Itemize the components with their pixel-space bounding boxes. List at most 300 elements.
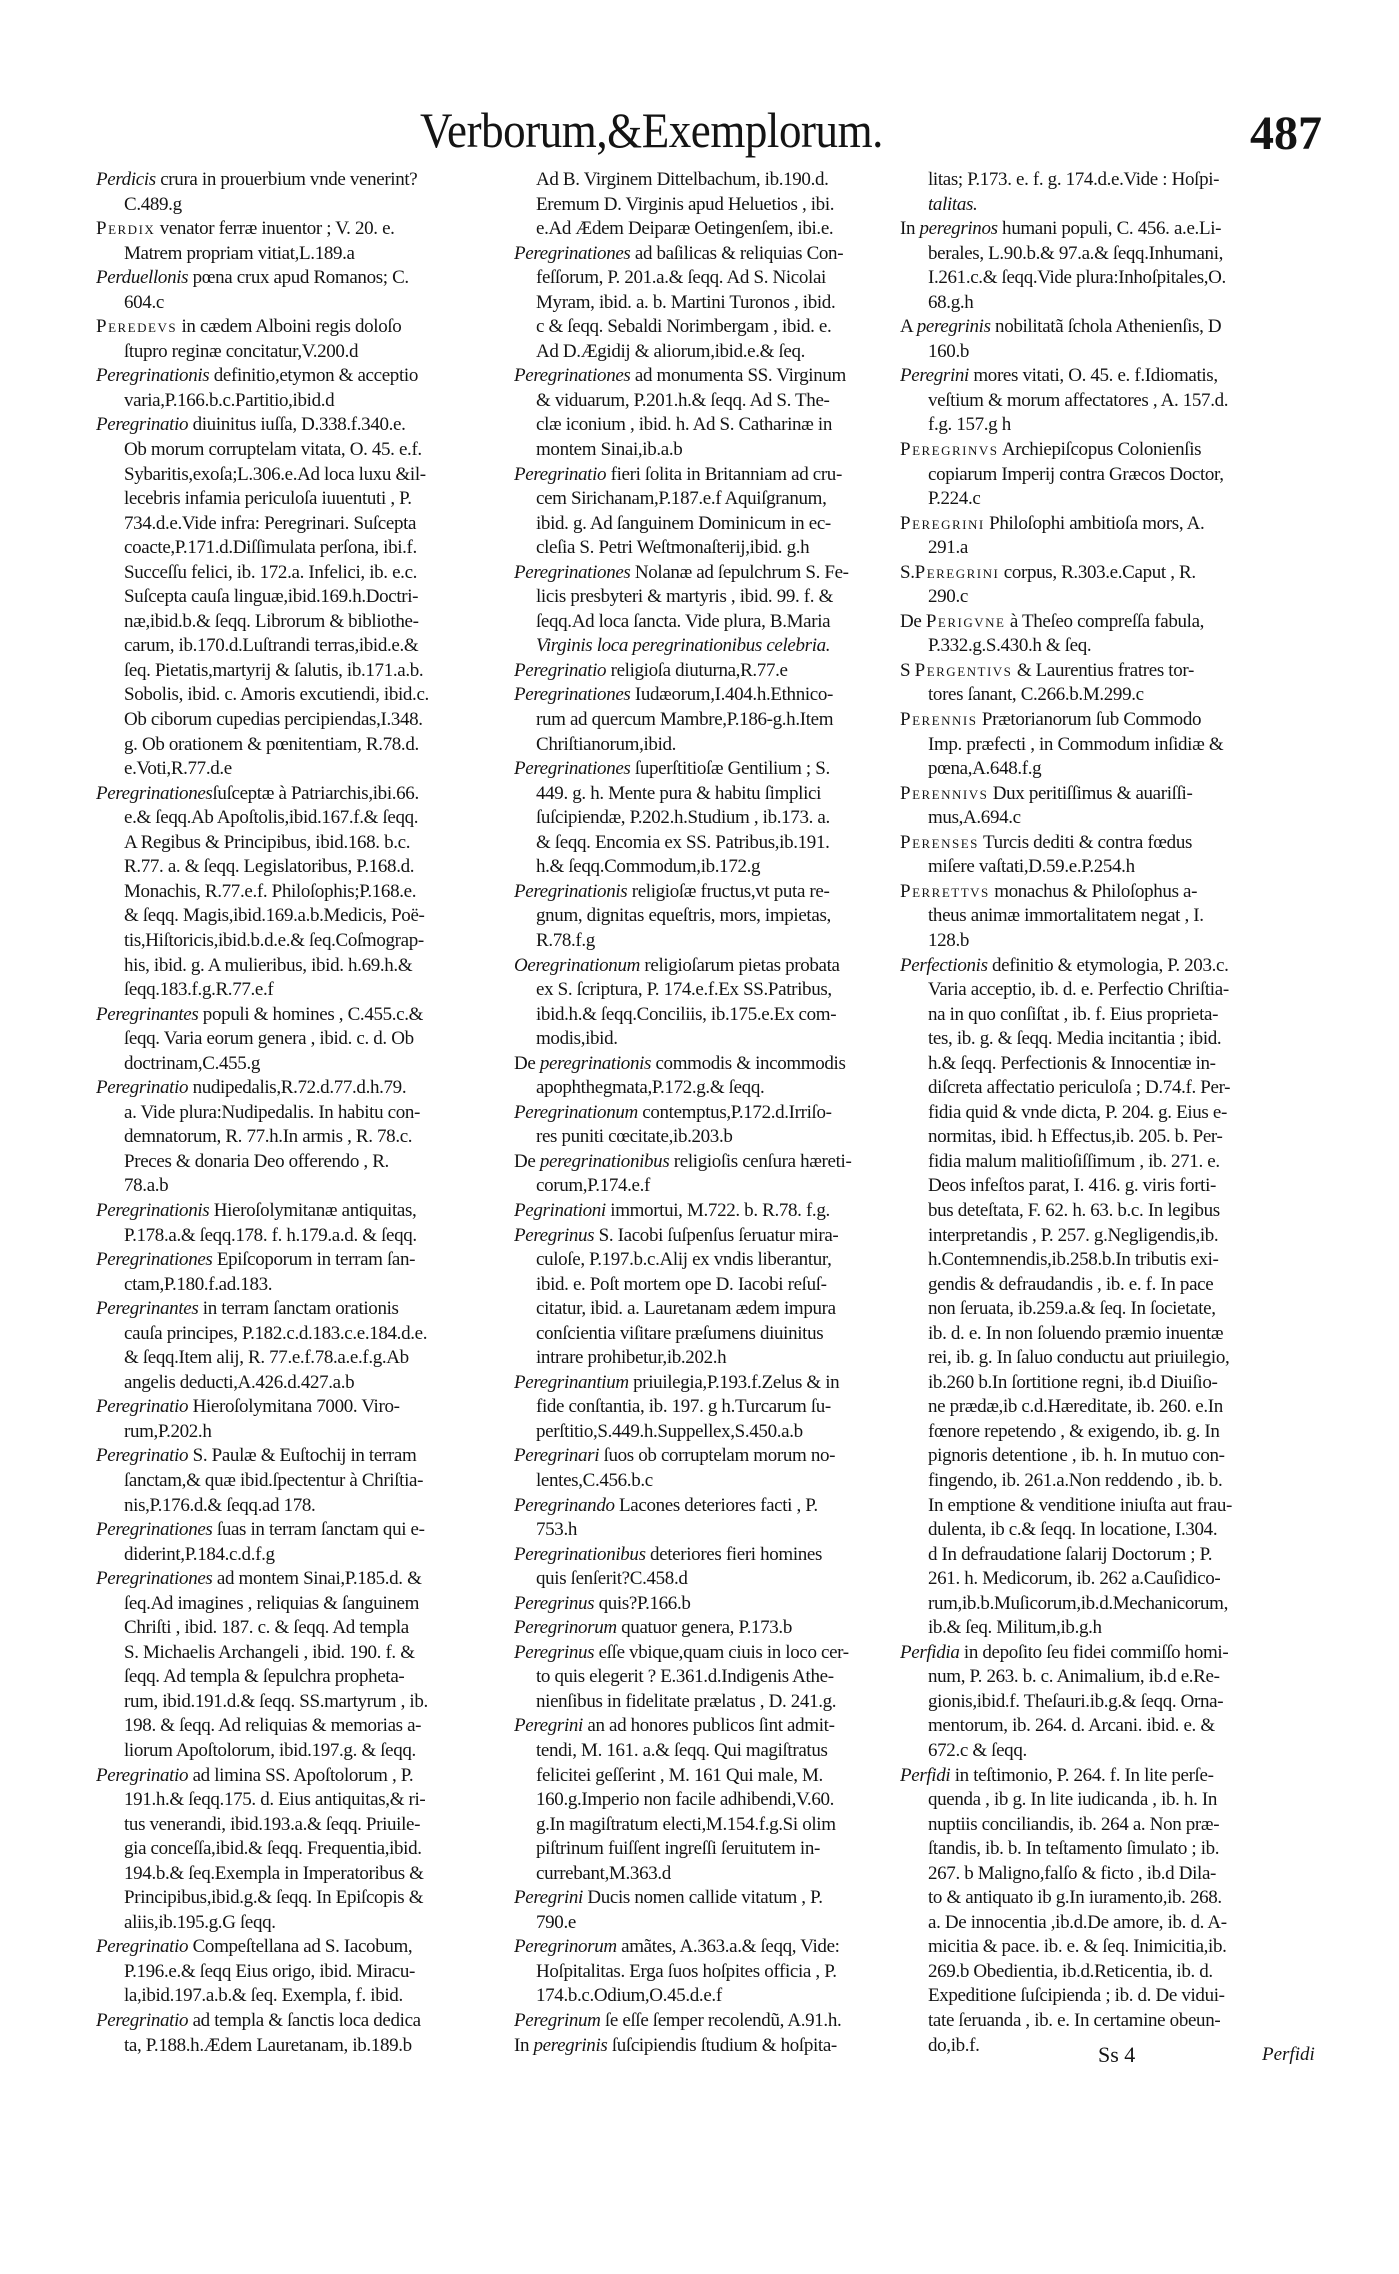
index-line-continuation <box>900 1714 1336 1739</box>
index-entry-line <box>514 1199 924 1224</box>
entry-text: S. Paulæ & Euſtochij in terram <box>188 1445 417 1467</box>
index-line-continuation <box>900 1935 1336 1960</box>
entry-text: nobilitatã ſchola Athenienſis, D <box>990 316 1222 338</box>
entry-text: perſtitio,S.449.h.Suppellex,S.450.a.b <box>536 1420 803 1442</box>
entry-text: ib.260 b.In ſortitione regni, ib.d Diuiſio- <box>928 1371 1218 1393</box>
index-line-continuation <box>96 1273 524 1298</box>
entry-text: rum ad quercum Mambre,P.186-g.h.Item <box>536 709 834 731</box>
index-line-continuation <box>96 610 524 635</box>
index-entry-line <box>514 880 924 905</box>
entry-text: rum,ib.b.Muſicorum,ib.d.Mechanicorum, <box>928 1592 1228 1614</box>
entry-text: Epiſcoporum in terram ſan- <box>212 1249 416 1271</box>
index-line-continuation <box>514 291 924 316</box>
index-entry-line <box>96 1444 524 1469</box>
index-entry-line <box>900 659 1336 684</box>
entry-headword: Perdicis <box>96 169 156 190</box>
entry-proper-name: Peredevs <box>96 316 178 338</box>
entry-headword: Peregrinatio <box>96 1396 189 1418</box>
index-line-continuation <box>514 1346 924 1371</box>
entry-text: immortui, M.722. b. R.78. f.g. <box>605 1199 830 1221</box>
index-line-continuation <box>514 1322 924 1347</box>
index-entry-line <box>96 1567 524 1592</box>
entry-text: corpus, R.303.e.Caput , R. <box>999 561 1196 583</box>
entry-text: ex S. ſcriptura, P. 174.e.f.Ex SS.Patribus, <box>536 979 832 1001</box>
index-line-continuation <box>96 757 524 782</box>
entry-text: 753.h <box>536 1519 578 1541</box>
entry-text: h.& ſeqq.Commodum,ib.172.g <box>536 856 761 878</box>
entry-text: h.& ſeqq. Perfectionis & Innocentiæ in- <box>928 1052 1216 1074</box>
entry-text: & ſeqq. Encomia ex SS. Patribus,ib.191. <box>536 831 830 853</box>
index-line-continuation <box>900 757 1336 782</box>
entry-headword: Peregrinatio <box>96 1445 189 1467</box>
index-entry-line <box>514 1641 924 1666</box>
entry-text: religioſæ fructus,vt puta re- <box>627 880 830 902</box>
entry-text: Eremum D. Virginis apud Heluetios , ibi. <box>536 193 835 215</box>
entry-text: Archiepiſcopus Colonienſis <box>998 439 1202 461</box>
index-line-continuation <box>514 1248 924 1273</box>
entry-text: 194.b.& ſeq.Exempla in Imperatoribus & <box>124 1862 424 1884</box>
entry-text: Expeditione ſuſcipienda ; ib. d. De vidui- <box>928 1985 1225 2007</box>
index-line-continuation <box>900 193 1336 218</box>
entry-text: religioſa diuturna,R.77.e <box>606 659 788 681</box>
entry-text: pœna crux apud Romanos; C. <box>188 267 409 289</box>
entry-text: 449. g. h. Mente pura & habitu ſimplici <box>536 782 822 804</box>
index-entry-line <box>514 1714 924 1739</box>
index-line-continuation <box>96 634 524 659</box>
index-column-2 <box>514 168 924 2058</box>
entry-text: Myram, ibid. a. b. Martini Turonos , ibid. <box>536 291 836 313</box>
entry-text: an ad honores publicos ſint admit- <box>582 1715 835 1737</box>
entry-proper-name: Perrettvs <box>900 880 990 902</box>
index-entry-line <box>900 880 1336 905</box>
index-line-continuation <box>900 1813 1336 1838</box>
entry-headword: peregrinos <box>919 218 998 240</box>
entry-text: carum, ib.170.d.Luſtrandi terras,ibid.e.& <box>124 635 419 657</box>
entry-text: ſuas in terram ſanctam qui e- <box>212 1519 425 1541</box>
index-entry-line <box>514 242 924 267</box>
entry-text: P.224.c <box>928 488 981 510</box>
index-line-continuation <box>96 1813 524 1838</box>
index-line-continuation <box>514 1174 924 1199</box>
entry-headword: Peregrinationis <box>96 1199 210 1221</box>
entry-headword: Perfidia <box>900 1641 960 1663</box>
index-entry-line <box>514 1616 924 1641</box>
index-line-continuation <box>900 1494 1336 1519</box>
entry-text: apophthegmata,P.172.g.& ſeqq. <box>536 1077 765 1099</box>
entry-text: in depoſito ſeu fidei commiſſo homi- <box>959 1641 1229 1663</box>
index-line-continuation <box>96 831 524 856</box>
entry-headword: Perduellonis <box>96 267 189 289</box>
index-entry-line <box>900 315 1336 340</box>
index-line-continuation <box>900 1101 1336 1126</box>
entry-text: religioſis cenſura hæreti- <box>669 1150 852 1172</box>
index-line-continuation <box>96 1886 524 1911</box>
index-line-continuation <box>514 1837 924 1862</box>
index-line-continuation <box>96 1665 524 1690</box>
entry-text: e.Ad Ædem Deiparæ Oetingenſem, ibi.e. <box>536 218 834 240</box>
entry-text: ſeqq.Ad loca ſancta. Vide plura, B.Maria <box>536 610 831 632</box>
index-line-continuation <box>96 855 524 880</box>
index-line-continuation <box>900 1346 1336 1371</box>
index-entry-line <box>96 168 524 193</box>
index-line-continuation <box>96 929 524 954</box>
entry-text: culoſe, P.197.b.c.Alij ex vndis liberantur, <box>536 1249 832 1271</box>
entry-text: ad templa & ſanctis loca dedica <box>188 2010 421 2032</box>
entry-text: tores ſanant, C.266.b.M.299.c <box>928 684 1144 706</box>
index-line-continuation <box>96 487 524 512</box>
index-line-continuation <box>900 1322 1336 1347</box>
entry-proper-name: Peregrini <box>914 561 1000 583</box>
entry-text: dulenta, ib c.& ſeqq. In locatione, I.304. <box>928 1519 1218 1541</box>
entry-text: Matrem propriam vitiat,L.189.a <box>124 242 355 264</box>
index-entry-line <box>514 1886 924 1911</box>
entry-headword: Peregrinationes <box>96 1568 213 1590</box>
index-line-continuation <box>900 1003 1336 1028</box>
index-line-continuation <box>96 1714 524 1739</box>
entry-proper-name: Perennis <box>900 709 978 731</box>
entry-text: 734.d.e.Vide infra: Peregrinari. Suſcepta <box>124 512 417 534</box>
index-line-continuation <box>96 1224 524 1249</box>
entry-headword: Peregrinationes <box>514 561 631 583</box>
index-line-continuation <box>96 954 524 979</box>
index-line-continuation <box>96 1322 524 1347</box>
index-entry-line <box>96 364 524 389</box>
index-line-continuation <box>900 1444 1336 1469</box>
index-entry-line <box>900 708 1336 733</box>
index-entry-line <box>514 954 924 979</box>
entry-text: 790.e <box>536 1911 576 1933</box>
entry-text: 198. & ſeqq. Ad reliquias & memorias a- <box>124 1715 422 1737</box>
page-number: 487 <box>1250 107 1322 160</box>
index-line-continuation <box>96 1616 524 1641</box>
index-line-continuation <box>96 242 524 267</box>
entry-text: Sybaritis,exoſa;L.306.e.Ad loca luxu &il- <box>124 463 426 485</box>
entry-text: do,ib.f. <box>928 2034 980 2056</box>
entry-headword: peregrinis <box>533 2034 608 2056</box>
index-line-continuation <box>514 1567 924 1592</box>
entry-text: na in quo conſiſtat , ib. f. Eius proprieta- <box>928 1003 1219 1025</box>
entry-text: ſanctam,& quæ ibid.ſpectentur à Chriſtia- <box>124 1469 424 1491</box>
entry-text: ſeqq.183.f.g.R.77.e.f <box>124 979 274 1001</box>
index-entry-line <box>900 512 1336 537</box>
index-entry-line <box>900 954 1336 979</box>
index-line-continuation <box>900 1592 1336 1617</box>
index-line-continuation <box>900 1199 1336 1224</box>
index-line-continuation <box>96 733 524 758</box>
index-entry-line <box>514 1935 924 1960</box>
index-entry-line <box>96 782 524 807</box>
index-line-continuation <box>900 1248 1336 1273</box>
entry-text: P.332.g.S.430.h & ſeq. <box>928 635 1092 657</box>
index-entry-line <box>96 1764 524 1789</box>
index-line-continuation <box>514 1665 924 1690</box>
entry-text: bus deteſtata, F. 62. h. 63. b.c. In legibus <box>928 1199 1220 1221</box>
entry-text: veſtium & morum affectatores , A. 157.d. <box>928 389 1229 411</box>
entry-text: angelis deducti,A.426.d.427.a.b <box>124 1371 355 1393</box>
index-line-continuation <box>900 855 1336 880</box>
entry-text: 78.a.b <box>124 1175 169 1197</box>
entry-text: Nolanæ ad ſepulchrum S. Fe- <box>630 561 849 583</box>
entry-text: tes, ib. g. & ſeqq. Media incitantia ; ibid. <box>928 1028 1222 1050</box>
index-line-continuation <box>96 1739 524 1764</box>
entry-text: & Laurentius fratres tor- <box>1012 659 1194 681</box>
entry-headword: Peregrinantium <box>514 1371 629 1393</box>
entry-headword: peregrinationis <box>539 1052 652 1074</box>
index-line-continuation <box>96 1592 524 1617</box>
entry-text: diſcreta affectatio periculoſa ; D.74.f. Per- <box>928 1077 1231 1099</box>
index-entry-line <box>514 364 924 389</box>
entry-prefix: A <box>900 316 917 338</box>
entry-headword: Peregrinantes <box>96 1298 199 1320</box>
entry-text: liorum Apoſtolorum, ibid.197.g. & ſeqq. <box>124 1740 416 1761</box>
entry-text: piſtrinum fuiſſent ingreſſi ſeruitutem in- <box>536 1838 820 1860</box>
entry-text: ſe eſſe ſemper recolendũ, A.91.h. <box>600 2010 842 2032</box>
entry-text: 672.c & ſeqq. <box>928 1740 1027 1761</box>
index-entry-line <box>96 1003 524 1028</box>
entry-text: A Regibus & Principibus, ibid.168. b.c. <box>124 831 411 853</box>
index-line-continuation <box>900 1273 1336 1298</box>
entry-text: fide conſtantia, ib. 197. g h.Turcarum ſu- <box>536 1396 831 1418</box>
index-entry-line <box>900 831 1336 856</box>
index-entry-line <box>900 217 1336 242</box>
index-line-continuation <box>514 1297 924 1322</box>
entry-text: Turcis dediti & contra fœdus <box>978 831 1193 853</box>
index-line-continuation <box>900 2009 1336 2034</box>
index-line-continuation <box>900 168 1336 193</box>
entry-prefix: De <box>514 1150 540 1172</box>
entry-headword: Peregrinationum <box>514 1101 638 1123</box>
entry-text: P.178.a.& ſeqq.178. f. h.179.a.d. & ſeqq. <box>124 1224 417 1246</box>
entry-text: e.& ſeqq.Ab Apoſtolis,ibid.167.f.& ſeqq. <box>124 807 419 829</box>
entry-text: Principibus,ibid.g.& ſeqq. In Epiſcopis & <box>124 1887 424 1909</box>
entry-text: 269.b Obedientia, ib.d.Reticentia, ib. d. <box>928 1960 1213 1982</box>
index-line-continuation <box>900 1150 1336 1175</box>
entry-text: 261. h. Medicorum, ib. 262 a.Cauſidico- <box>928 1568 1221 1590</box>
index-entry-line <box>514 2009 924 2034</box>
index-entry-line <box>514 659 924 684</box>
index-line-continuation <box>96 683 524 708</box>
index-column-3 <box>900 168 1336 2058</box>
index-line-continuation <box>900 1027 1336 1052</box>
index-entry-line <box>514 683 924 708</box>
index-line-continuation <box>96 1543 524 1568</box>
index-entry-line <box>514 1224 924 1249</box>
index-column-1 <box>96 168 524 2058</box>
entry-text: 160.b <box>928 340 970 362</box>
index-line-continuation <box>514 610 924 635</box>
entry-headword: Peregrinantes <box>96 1003 199 1025</box>
entry-text: næ,ibid.b.& ſeqq. Librorum & bibliothe- <box>124 610 419 632</box>
entry-headword: Peregrinorum <box>514 1617 617 1639</box>
index-entry-line <box>514 1052 924 1077</box>
entry-text: 291.a <box>928 537 968 559</box>
entry-text: Hieroſolymitanæ antiquitas, <box>209 1199 417 1221</box>
index-line-continuation <box>514 1764 924 1789</box>
index-line-continuation <box>514 1076 924 1101</box>
index-line-continuation <box>900 291 1336 316</box>
index-entry-line <box>900 1764 1336 1789</box>
entry-text: & ſeqq. Magis,ibid.169.a.b.Medicis, Poë- <box>124 905 425 927</box>
entry-text: fœnore repetendo , & exigendo, ib. g. In <box>928 1420 1220 1442</box>
index-line-continuation <box>514 806 924 831</box>
entry-text: nudipedalis,R.72.d.77.d.h.79. <box>188 1077 407 1099</box>
entry-text: à Theſeo compreſſa fabula, <box>1005 610 1205 632</box>
index-line-continuation <box>900 978 1336 1003</box>
entry-text: tis,Hiſtoricis,ibid.b.d.e.& ſeq.Coſmograp- <box>124 929 424 951</box>
index-line-continuation <box>96 904 524 929</box>
index-line-continuation <box>96 1960 524 1985</box>
entry-text: eſſe vbique,quam ciuis in loco cer- <box>594 1641 849 1663</box>
entry-text: & ſeqq.Item alij, R. 77.e.f.78.a.e.f.g.Ab <box>124 1347 409 1369</box>
entry-text: ib. d. e. In non ſoluendo præmio inuentæ <box>928 1322 1224 1344</box>
entry-headword: peregrinis <box>916 316 991 338</box>
entry-text: nuptiis conciliandis, ib. 264 a. Non præ- <box>928 1813 1220 1835</box>
index-line-continuation <box>96 1420 524 1445</box>
entry-text: crura in prouerbium vnde venerint? <box>155 169 418 190</box>
entry-text: corum,P.174.e.f <box>536 1175 651 1197</box>
index-line-continuation <box>96 1125 524 1150</box>
index-line-continuation <box>900 1174 1336 1199</box>
entry-text: fidia malum malitioſiſſimum , ib. 271. e. <box>928 1150 1220 1172</box>
entry-text: ſuperſtitioſæ Gentilium ; S. <box>630 758 830 780</box>
entry-headword: Peregrinationis <box>514 880 628 902</box>
entry-prefix: De <box>514 1052 540 1074</box>
index-line-continuation <box>900 1297 1336 1322</box>
index-line-continuation <box>900 1616 1336 1641</box>
index-line-continuation <box>900 683 1336 708</box>
entry-text: interpretandis , P. 257. g.Negligendis,ib. <box>928 1224 1219 1246</box>
index-line-continuation <box>514 634 924 659</box>
index-entry-line <box>514 1592 924 1617</box>
index-entry-line <box>96 1935 524 1960</box>
entry-text: diuinitus iuſſa, D.338.f.340.e. <box>188 414 406 436</box>
entry-headword: Peregrini <box>514 1715 583 1737</box>
entry-text: Hieroſolymitana 7000. Viro- <box>188 1396 400 1418</box>
index-line-continuation <box>514 1003 924 1028</box>
entry-text: citatur, ibid. a. Lauretanam ædem impura <box>536 1298 836 1320</box>
index-entry-line <box>514 1494 924 1519</box>
entry-text: 191.h.& ſeqq.175. d. Eius antiquitas,& ri- <box>124 1789 426 1811</box>
index-line-continuation <box>900 1518 1336 1543</box>
index-line-continuation <box>96 2034 524 2059</box>
index-line-continuation <box>514 1027 924 1052</box>
entry-text: Suſcepta cauſa linguæ,ibid.169.h.Doctri- <box>124 586 419 608</box>
index-line-continuation <box>900 1469 1336 1494</box>
entry-headword: Peregrinationes <box>96 1249 213 1271</box>
index-line-continuation <box>514 193 924 218</box>
index-line-continuation <box>514 1813 924 1838</box>
entry-proper-name: Peregrinvs <box>900 439 999 461</box>
index-line-continuation <box>900 1788 1336 1813</box>
entry-text: Deos infeſtos parat, I. 416. g. viris forti- <box>928 1175 1217 1197</box>
index-entry-line <box>514 2034 924 2059</box>
index-line-continuation <box>96 512 524 537</box>
entry-text: lecebris infamia periculoſa iuuentuti , P. <box>124 488 412 510</box>
entry-headword: Peregrinationis <box>96 365 210 387</box>
index-entry-line <box>514 561 924 586</box>
entry-headword: Peregrinatio <box>96 1764 189 1786</box>
index-entry-line <box>96 1395 524 1420</box>
index-entry-line <box>96 1199 524 1224</box>
entry-text: commodis & incommodis <box>651 1052 846 1074</box>
entry-text: Sobolis, ibid. c. Amoris excutiendi, ibid.c. <box>124 684 429 706</box>
entry-text: ad baſilicas & reliquias Con- <box>630 242 844 264</box>
entry-text: in teſtimonio, P. 264. f. In lite perſe- <box>950 1764 1214 1786</box>
entry-prefix: S <box>900 659 915 681</box>
index-line-continuation <box>96 1469 524 1494</box>
entry-text: C.489.g <box>124 193 182 215</box>
index-line-continuation <box>96 389 524 414</box>
index-line-continuation <box>96 806 524 831</box>
entry-text: ad monumenta SS. Virginum <box>630 365 846 387</box>
index-line-continuation <box>96 708 524 733</box>
entry-text: contemptus,P.172.d.Irriſo- <box>637 1101 832 1123</box>
index-line-continuation <box>514 315 924 340</box>
entry-text: varia,P.166.b.c.Partitio,ibid.d <box>124 389 335 411</box>
entry-proper-name: Pergentivs <box>914 659 1013 681</box>
index-entry-line <box>96 266 524 291</box>
index-line-continuation <box>514 1739 924 1764</box>
index-line-continuation <box>514 1862 924 1887</box>
index-line-continuation <box>514 733 924 758</box>
entry-headword: Peregrinando <box>514 1494 615 1516</box>
entry-text: normitas, ibid. h Effectus,ib. 205. b. Per- <box>928 1126 1223 1148</box>
index-line-continuation <box>514 389 924 414</box>
entry-headword: Oeregrinationum <box>514 954 640 976</box>
index-entry-line <box>514 1371 924 1396</box>
index-line-continuation <box>514 904 924 929</box>
entry-headword: Peregrinationibus <box>514 1543 646 1565</box>
index-line-continuation <box>900 1837 1336 1862</box>
index-line-continuation <box>900 1960 1336 1985</box>
index-line-continuation <box>514 487 924 512</box>
entry-headword: Peregrinationes <box>514 758 631 780</box>
index-entry-line <box>900 782 1336 807</box>
entry-text: ſuos ob corruptelam morum no- <box>599 1445 836 1467</box>
entry-text: Prætorianorum ſub Commodo <box>977 709 1202 731</box>
entry-headword: Peregrinationes <box>514 684 631 706</box>
index-entry-line <box>96 217 524 242</box>
entry-text: quis ſenſerit?C.458.d <box>536 1568 688 1590</box>
entry-headword: Peregrinatio <box>514 659 607 681</box>
entry-headword: peregrinationibus <box>539 1150 670 1172</box>
entry-proper-name: Peregrini <box>900 512 985 534</box>
index-line-continuation <box>96 1027 524 1052</box>
index-entry-line <box>900 610 1336 635</box>
index-line-continuation <box>900 585 1336 610</box>
entry-text: cem Sirichanam,P.187.e.f Aquiſgranum, <box>536 488 827 510</box>
entry-text: diderint,P.184.c.d.f.g <box>124 1543 275 1565</box>
index-line-continuation <box>900 413 1336 438</box>
entry-text: Imp. præfecti , in Commodum inſidiæ & <box>928 733 1224 755</box>
entry-prefix: De <box>900 610 926 632</box>
entry-text: populi & homines , C.455.c.& <box>198 1003 424 1025</box>
entry-headword: Peregrinus <box>514 1641 595 1663</box>
index-line-continuation <box>96 585 524 610</box>
entry-text: mentorum, ib. 264. d. Arcani. ibid. e. & <box>928 1715 1215 1737</box>
index-entry-line <box>96 1076 524 1101</box>
index-line-continuation <box>514 929 924 954</box>
index-entry-line <box>514 1444 924 1469</box>
index-line-continuation <box>514 1984 924 2009</box>
index-line-continuation <box>96 291 524 316</box>
index-line-continuation <box>96 880 524 905</box>
entry-text: clæ iconium , ibid. h. Ad S. Catharinæ in <box>536 414 832 436</box>
entry-text: Compeſtellana ad S. Iacobum, <box>188 1936 413 1958</box>
entry-text: in terram ſanctam orationis <box>198 1298 399 1320</box>
index-line-continuation <box>96 1494 524 1519</box>
entry-text: rum,P.202.h <box>124 1420 212 1442</box>
